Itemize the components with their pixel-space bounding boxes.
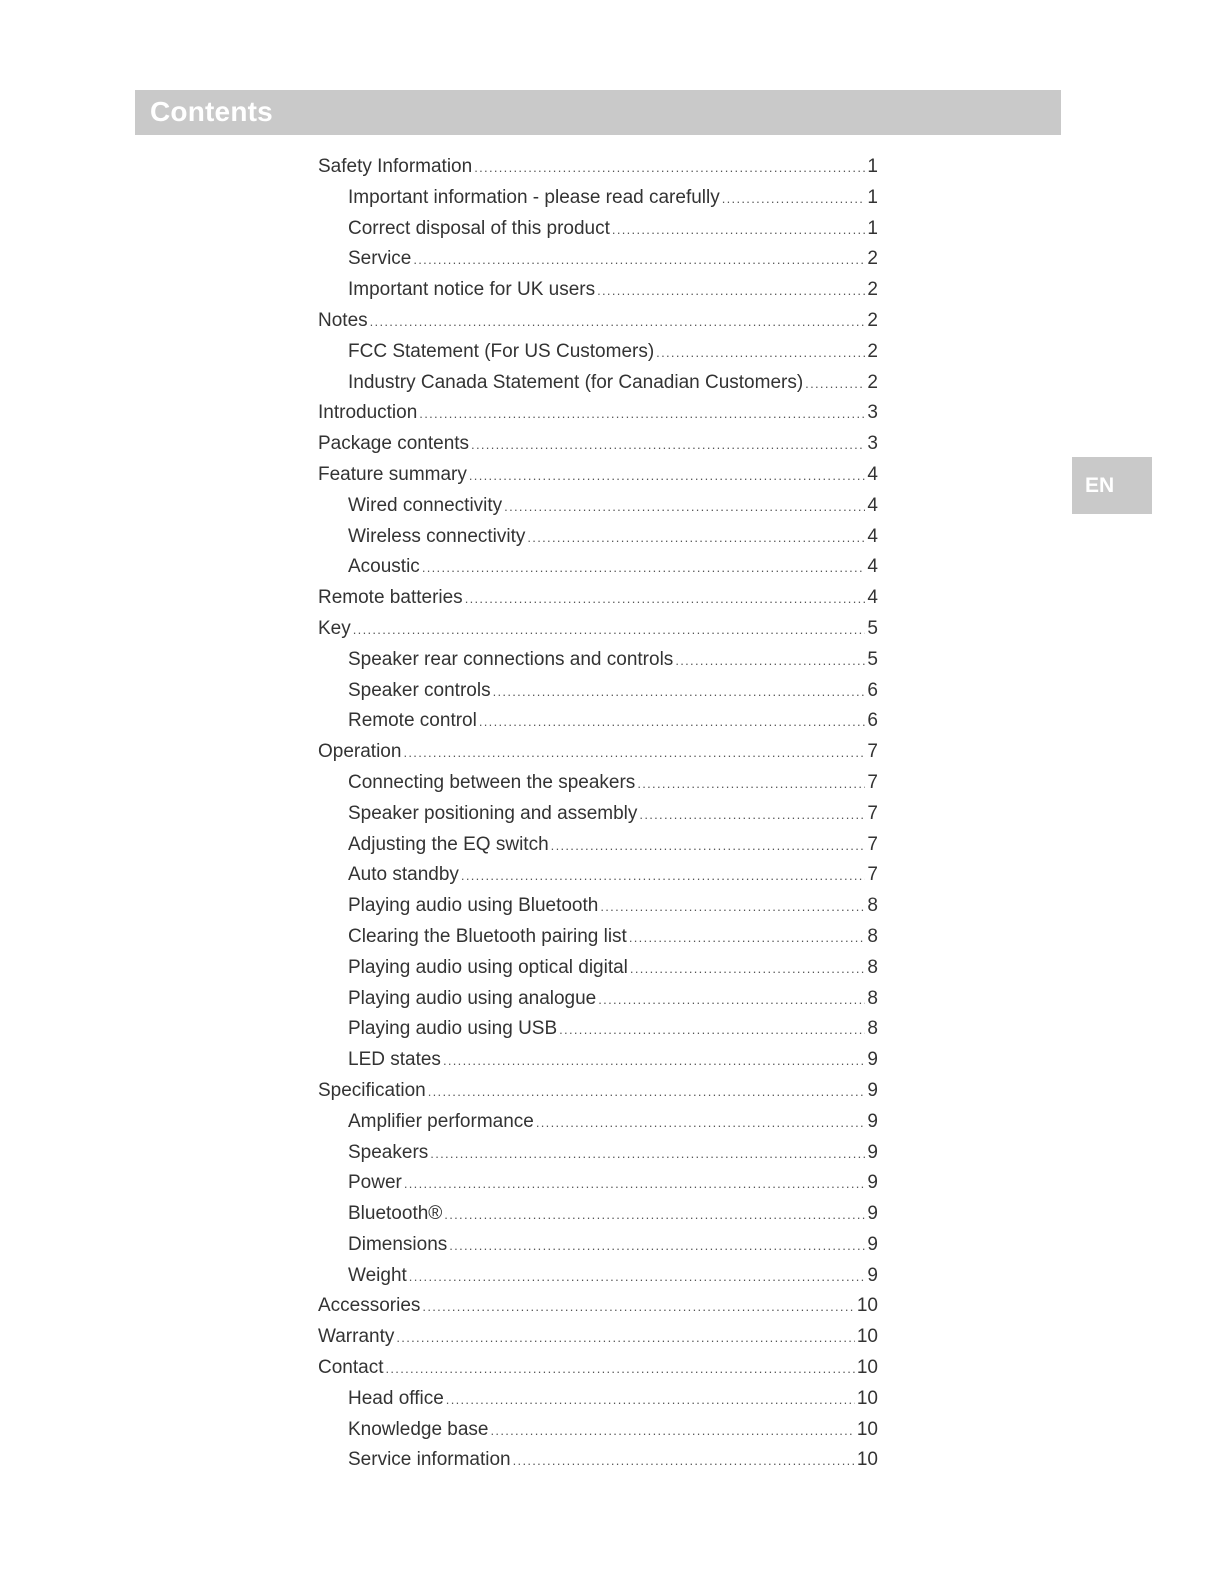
toc-entry-label: Notes bbox=[318, 309, 368, 331]
toc-dot-leader bbox=[527, 522, 865, 553]
toc-entry-page-number: 6 bbox=[867, 679, 878, 701]
toc-entry-page-number: 10 bbox=[856, 1357, 878, 1379]
toc-entry-label: Bluetooth® bbox=[348, 1203, 443, 1225]
toc-entry[interactable] bbox=[318, 830, 878, 861]
toc-entry-label: Head office bbox=[348, 1387, 444, 1409]
toc-entry-page-number: 10 bbox=[856, 1418, 878, 1440]
toc-entry-label: Important information - please read carefully bbox=[348, 186, 720, 208]
toc-entry-label: Playing audio using Bluetooth bbox=[348, 895, 599, 917]
toc-entry-label: Accessories bbox=[318, 1295, 421, 1317]
toc-entry-label: Speakers bbox=[348, 1141, 429, 1163]
toc-entry-label: FCC Statement (For US Customers) bbox=[348, 340, 655, 362]
toc-entry[interactable] bbox=[318, 953, 878, 984]
toc-entry-page-number: 9 bbox=[867, 1233, 878, 1255]
toc-entry-label: Service information bbox=[348, 1449, 511, 1471]
toc-dot-leader bbox=[536, 1107, 866, 1138]
toc-dot-leader bbox=[413, 244, 865, 275]
toc-dot-leader bbox=[637, 768, 865, 799]
toc-entry-page-number: 9 bbox=[867, 1079, 878, 1101]
toc-entry-label: Specification bbox=[318, 1079, 426, 1101]
toc-entry[interactable] bbox=[318, 522, 878, 553]
toc-dot-leader bbox=[370, 306, 866, 337]
toc-entry[interactable] bbox=[318, 737, 878, 768]
toc-dot-leader bbox=[493, 676, 866, 707]
toc-dot-leader bbox=[422, 1291, 854, 1322]
language-tab bbox=[1072, 457, 1152, 514]
toc-entry-label: Acoustic bbox=[348, 556, 420, 578]
toc-dot-leader bbox=[443, 1045, 865, 1076]
toc-entry-page-number: 10 bbox=[856, 1326, 878, 1348]
toc-entry-label: Power bbox=[348, 1172, 402, 1194]
toc-entry-page-number: 7 bbox=[867, 802, 878, 824]
toc-entry-page-number: 10 bbox=[856, 1295, 878, 1317]
toc-dot-leader bbox=[428, 1076, 866, 1107]
table-of-contents bbox=[318, 152, 878, 1476]
toc-entry-label: Correct disposal of this product bbox=[348, 217, 610, 239]
toc-entry-label: Playing audio using optical digital bbox=[348, 956, 628, 978]
toc-dot-leader bbox=[491, 1415, 855, 1446]
toc-entry[interactable] bbox=[318, 922, 878, 953]
toc-entry[interactable] bbox=[318, 706, 878, 737]
toc-entry-label: Auto standby bbox=[348, 864, 459, 886]
toc-entry-page-number: 7 bbox=[867, 771, 878, 793]
toc-entry[interactable] bbox=[318, 614, 878, 645]
toc-dot-leader bbox=[404, 1168, 866, 1199]
toc-entry-page-number: 10 bbox=[856, 1387, 878, 1409]
toc-entry[interactable] bbox=[318, 306, 878, 337]
toc-entry-page-number: 4 bbox=[867, 587, 878, 609]
toc-entry-label: Speaker rear connections and controls bbox=[348, 648, 674, 670]
toc-entry[interactable] bbox=[318, 1322, 878, 1353]
toc-entry[interactable] bbox=[318, 398, 878, 429]
toc-dot-leader bbox=[597, 275, 865, 306]
toc-entry-page-number: 8 bbox=[867, 956, 878, 978]
toc-entry-page-number: 10 bbox=[856, 1449, 878, 1471]
toc-entry-label: Knowledge base bbox=[348, 1418, 489, 1440]
toc-entry[interactable] bbox=[318, 1230, 878, 1261]
toc-entry-page-number: 3 bbox=[867, 433, 878, 455]
toc-entry-label: Key bbox=[318, 617, 351, 639]
toc-entry-label: Amplifier performance bbox=[348, 1110, 534, 1132]
toc-entry-label: Dimensions bbox=[348, 1233, 448, 1255]
toc-entry-page-number: 9 bbox=[867, 1172, 878, 1194]
toc-entry-label: Service bbox=[348, 248, 412, 270]
toc-dot-leader bbox=[551, 830, 866, 861]
toc-entry[interactable] bbox=[318, 768, 878, 799]
toc-entry-label: Warranty bbox=[318, 1326, 395, 1348]
toc-entry-page-number: 4 bbox=[867, 556, 878, 578]
toc-entry-page-number: 9 bbox=[867, 1049, 878, 1071]
toc-entry[interactable] bbox=[318, 337, 878, 368]
toc-entry-page-number: 2 bbox=[867, 371, 878, 393]
toc-dot-leader bbox=[444, 1199, 865, 1230]
toc-dot-leader bbox=[639, 799, 865, 830]
toc-entry-page-number: 8 bbox=[867, 895, 878, 917]
toc-entry[interactable] bbox=[318, 1445, 878, 1476]
toc-dot-leader bbox=[353, 614, 866, 645]
toc-entry[interactable] bbox=[318, 214, 878, 245]
toc-dot-leader bbox=[600, 891, 865, 922]
toc-entry[interactable] bbox=[318, 1384, 878, 1415]
toc-entry-page-number: 9 bbox=[867, 1141, 878, 1163]
toc-entry-label: Wired connectivity bbox=[348, 494, 503, 516]
toc-entry[interactable] bbox=[318, 1045, 878, 1076]
toc-dot-leader bbox=[805, 368, 865, 399]
toc-dot-leader bbox=[469, 460, 866, 491]
toc-entry-label: Connecting between the speakers bbox=[348, 771, 636, 793]
toc-entry-page-number: 2 bbox=[867, 309, 878, 331]
toc-entry[interactable] bbox=[318, 1353, 878, 1384]
toc-entry-page-number: 3 bbox=[867, 402, 878, 424]
toc-dot-leader bbox=[559, 1014, 865, 1045]
toc-entry[interactable] bbox=[318, 1291, 878, 1322]
toc-dot-leader bbox=[504, 491, 865, 522]
toc-dot-leader bbox=[722, 183, 866, 214]
toc-entry[interactable] bbox=[318, 460, 878, 491]
toc-dot-leader bbox=[419, 398, 865, 429]
toc-dot-leader bbox=[656, 337, 865, 368]
toc-entry-page-number: 6 bbox=[867, 710, 878, 732]
toc-dot-leader bbox=[446, 1384, 855, 1415]
toc-entry[interactable] bbox=[318, 275, 878, 306]
toc-dot-leader bbox=[479, 706, 866, 737]
toc-entry-label: LED states bbox=[348, 1049, 441, 1071]
toc-entry-page-number: 2 bbox=[867, 279, 878, 301]
toc-entry[interactable] bbox=[318, 676, 878, 707]
toc-entry-page-number: 7 bbox=[867, 741, 878, 763]
toc-entry[interactable] bbox=[318, 1199, 878, 1230]
toc-entry-label: Playing audio using analogue bbox=[348, 987, 597, 1009]
toc-dot-leader bbox=[396, 1322, 854, 1353]
toc-entry-page-number: 7 bbox=[867, 864, 878, 886]
toc-dot-leader bbox=[471, 429, 865, 460]
toc-entry-label: Package contents bbox=[318, 433, 470, 455]
toc-entry-page-number: 1 bbox=[867, 156, 878, 177]
toc-dot-leader bbox=[675, 645, 865, 676]
toc-entry-page-number: 8 bbox=[867, 1018, 878, 1040]
toc-dot-leader bbox=[630, 953, 866, 984]
toc-entry[interactable] bbox=[318, 491, 878, 522]
toc-entry[interactable] bbox=[318, 1168, 878, 1199]
toc-dot-leader bbox=[409, 1261, 866, 1292]
toc-entry-label: Speaker positioning and assembly bbox=[348, 802, 638, 824]
toc-dot-leader bbox=[474, 152, 865, 183]
toc-entry[interactable] bbox=[318, 429, 878, 460]
toc-dot-leader bbox=[461, 860, 866, 891]
toc-entry-page-number: 4 bbox=[867, 463, 878, 485]
toc-entry-page-number: 8 bbox=[867, 987, 878, 1009]
toc-entry-label: Safety Information bbox=[318, 156, 473, 177]
toc-dot-leader bbox=[629, 922, 866, 953]
toc-entry[interactable] bbox=[318, 1138, 878, 1169]
toc-entry[interactable] bbox=[318, 1261, 878, 1292]
toc-entry-label: Remote control bbox=[348, 710, 477, 732]
toc-entry-page-number: 4 bbox=[867, 494, 878, 516]
toc-entry[interactable] bbox=[318, 152, 878, 183]
toc-entry-label: Important notice for UK users bbox=[348, 279, 596, 301]
toc-entry-label: Introduction bbox=[318, 402, 418, 424]
toc-entry-label: Adjusting the EQ switch bbox=[348, 833, 549, 855]
toc-entry-page-number: 7 bbox=[867, 833, 878, 855]
language-tab-label: EN bbox=[1085, 474, 1115, 497]
toc-entry-page-number: 2 bbox=[867, 248, 878, 270]
toc-entry[interactable] bbox=[318, 183, 878, 214]
toc-entry-page-number: 9 bbox=[867, 1264, 878, 1286]
toc-entry-page-number: 5 bbox=[867, 617, 878, 639]
toc-entry-label: Operation bbox=[318, 741, 402, 763]
toc-entry[interactable] bbox=[318, 645, 878, 676]
page-title: Contents bbox=[150, 96, 273, 127]
contents-header-bar bbox=[135, 90, 1061, 135]
toc-entry-label: Industry Canada Statement (for Canadian Customers) bbox=[348, 371, 804, 393]
toc-entry-label: Feature summary bbox=[318, 463, 467, 485]
toc-dot-leader bbox=[598, 984, 865, 1015]
toc-dot-leader bbox=[449, 1230, 865, 1261]
toc-entry[interactable] bbox=[318, 368, 878, 399]
toc-dot-leader bbox=[430, 1138, 865, 1169]
toc-entry[interactable] bbox=[318, 1076, 878, 1107]
toc-dot-leader bbox=[612, 214, 866, 245]
toc-entry[interactable] bbox=[318, 860, 878, 891]
toc-entry-label: Wireless connectivity bbox=[348, 525, 526, 547]
toc-entry[interactable] bbox=[318, 799, 878, 830]
toc-entry-page-number: 1 bbox=[867, 186, 878, 208]
toc-dot-leader bbox=[465, 583, 866, 614]
toc-entry[interactable] bbox=[318, 552, 878, 583]
toc-entry-page-number: 8 bbox=[867, 925, 878, 947]
toc-entry-label: Contact bbox=[318, 1357, 384, 1379]
toc-entry[interactable] bbox=[318, 1107, 878, 1138]
toc-entry[interactable] bbox=[318, 1014, 878, 1045]
toc-entry-page-number: 4 bbox=[867, 525, 878, 547]
toc-entry[interactable] bbox=[318, 244, 878, 275]
toc-entry[interactable] bbox=[318, 1415, 878, 1446]
toc-dot-leader bbox=[385, 1353, 854, 1384]
toc-entry[interactable] bbox=[318, 891, 878, 922]
toc-entry-label: Playing audio using USB bbox=[348, 1018, 558, 1040]
toc-entry-page-number: 2 bbox=[867, 340, 878, 362]
toc-entry-page-number: 9 bbox=[867, 1110, 878, 1132]
toc-entry-page-number: 1 bbox=[867, 217, 878, 239]
toc-dot-leader bbox=[422, 552, 866, 583]
toc-entry-page-number: 9 bbox=[867, 1203, 878, 1225]
toc-entry-label: Weight bbox=[348, 1264, 407, 1286]
toc-entry-label: Speaker controls bbox=[348, 679, 491, 701]
toc-dot-leader bbox=[403, 737, 865, 768]
toc-entry-page-number: 5 bbox=[867, 648, 878, 670]
toc-entry[interactable] bbox=[318, 583, 878, 614]
toc-entry-label: Clearing the Bluetooth pairing list bbox=[348, 925, 627, 947]
toc-dot-leader bbox=[513, 1445, 855, 1476]
toc-entry[interactable] bbox=[318, 984, 878, 1015]
toc-entry-label: Remote batteries bbox=[318, 587, 463, 609]
